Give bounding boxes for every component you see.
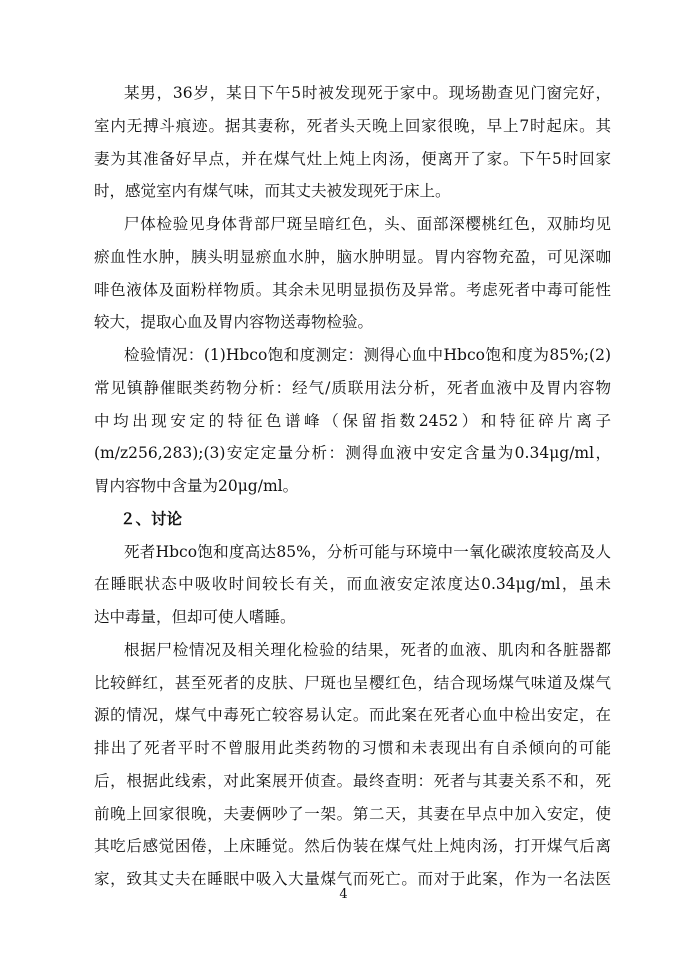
paragraph-3-line-1: 检验情况：(1)Hbco饱和度测定：测得心血中Hbco饱和度为85%;(2): [124, 346, 611, 364]
paragraph-1-line-3: 妻为其准备好早点，并在煤气灶上炖上肉汤，便离开了家。下午5时回家: [94, 150, 611, 168]
page-number: 4: [339, 887, 348, 902]
paragraph-5-line-6: 前晚上回家很晚，夫妻俩吵了一架。第二天，其妻在早点中加入安定，使: [94, 805, 611, 823]
paragraph-5-line-3: 源的情况，煤气中毒死亡较容易认定。而此案在死者心血中检出安定，在: [94, 706, 611, 724]
paragraph-1-line-4: 时，感觉室内有煤气味，而其丈夫被发现死于床上。: [94, 182, 451, 200]
paragraph-1-line-2: 室内无搏斗痕迹。据其妻称，死者头天晚上回家很晚，早上7时起床。其: [94, 117, 611, 135]
paragraph-5-line-7: 其吃后感觉困倦，上床睡觉。然后伪装在煤气灶上炖肉汤，打开煤气后离: [94, 837, 611, 855]
paragraph-2-line-4: 较大，提取心血及胃内容物送毒物检验。: [94, 313, 374, 331]
section-heading: ２、讨论: [120, 509, 183, 528]
paragraph-5-line-8: 家，致其丈夫在睡眠中吸入大量煤气而死亡。而对于此案，作为一名法医: [94, 870, 611, 888]
paragraph-4-line-3: 达中毒量，但却可使人嗜睡。: [94, 608, 296, 626]
paragraph-2-line-1: 尸体检验见身体背部尸斑呈暗红色，头、面部深樱桃红色，双肺均见: [124, 215, 611, 233]
paragraph-4-line-1: 死者Hbco饱和度高达85%，分析可能与环境中一氧化碳浓度较高及人: [124, 543, 611, 561]
paragraph-3-line-2: 常见镇静催眠类药物分析：经气/质联用法分析，死者血液中及胃内容物: [94, 379, 611, 397]
paragraph-5-line-2: 比较鲜红，甚至死者的皮肤、尸斑也呈樱红色，结合现场煤气味道及煤气: [94, 674, 611, 692]
paragraph-3-line-5: 胃内容物中含量为20μg/ml。: [94, 477, 299, 495]
paragraph-5-line-4: 排出了死者平时不曾服用此类药物的习惯和未表现出有自杀倾向的可能: [94, 739, 611, 757]
paragraph-3-line-4: (m/z256,283);(3)安定定量分析：测得血液中安定含量为0.34μg/ml，: [94, 444, 611, 462]
paragraph-2-line-2: 瘀血性水肿，胰头明显瘀血水肿，脑水肿明显。胃内容物充盈，可见深咖: [94, 248, 611, 266]
paragraph-5-line-1: 根据尸检情况及相关理化检验的结果，死者的血液、肌肉和各脏器都: [124, 641, 611, 659]
paragraph-2-line-3: 啡色液体及面粉样物质。其余未见明显损伤及异常。考虑死者中毒可能性: [94, 281, 611, 299]
paragraph-1-line-1: 某男，36岁，某日下午5时被发现死于家中。现场勘查见门窗完好，: [124, 84, 611, 102]
paragraph-3-line-3: 中均出现安定的特征色谱峰（保留指数2452）和特征碎片离子: [94, 412, 611, 430]
paragraph-4-line-2: 在睡眠状态中吸收时间较长有关，而血液安定浓度达0.34μg/ml，虽未: [94, 575, 611, 593]
paragraph-5-line-5: 后，根据此线索，对此案展开侦查。最终查明：死者与其妻关系不和，死: [94, 772, 611, 790]
